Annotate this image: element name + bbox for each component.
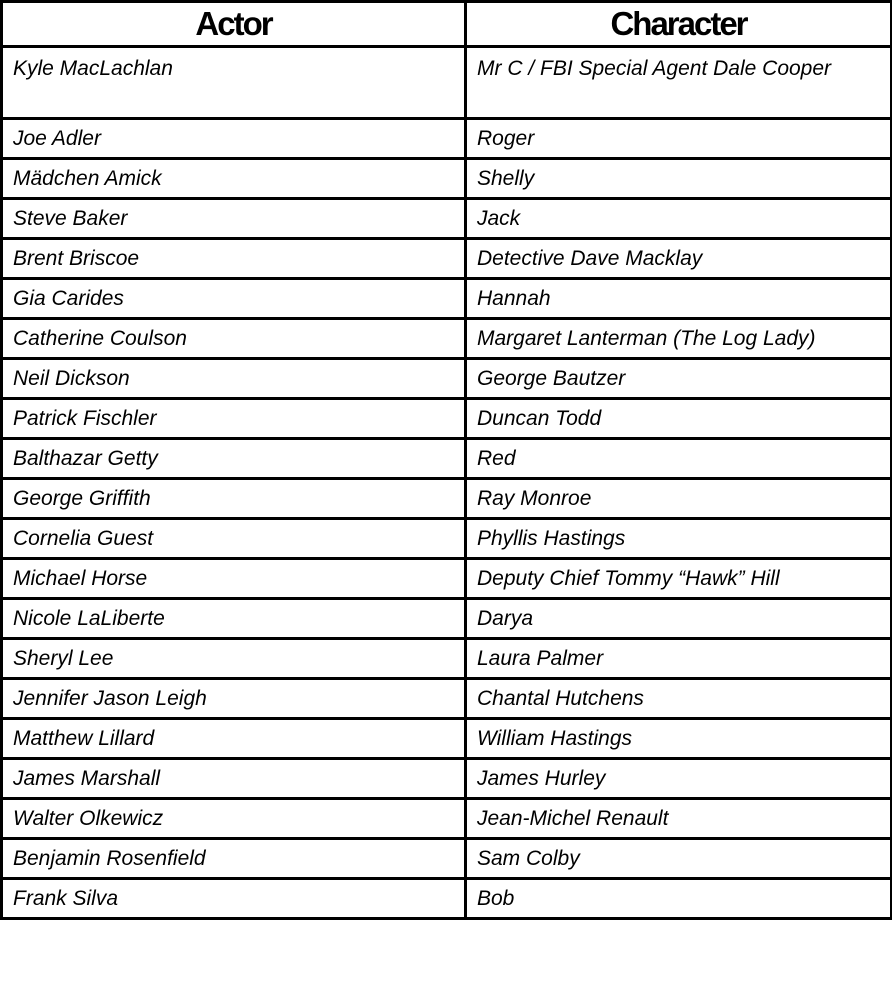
actor-cell: Balthazar Getty [2,439,466,479]
character-cell: Hannah [466,279,892,319]
actor-cell: Cornelia Guest [2,519,466,559]
character-cell: Duncan Todd [466,399,892,439]
table-row [2,879,892,919]
table-row [2,119,892,159]
table-row [2,399,892,439]
character-cell: Ray Monroe [466,479,892,519]
table-row [2,159,892,199]
character-cell: George Bautzer [466,359,892,399]
character-cell: James Hurley [466,759,892,799]
character-cell: Margaret Lanterman (The Log Lady) [466,319,892,359]
table-row [2,599,892,639]
actor-cell: Walter Olkewicz [2,799,466,839]
actor-cell: Catherine Coulson [2,319,466,359]
actor-cell: Patrick Fischler [2,399,466,439]
table-row [2,359,892,399]
actor-cell: Brent Briscoe [2,239,466,279]
table-row [2,759,892,799]
character-cell: Red [466,439,892,479]
character-cell: Roger [466,119,892,159]
character-cell: Deputy Chief Tommy “Hawk” Hill [466,559,892,599]
actor-cell: Joe Adler [2,119,466,159]
table-row [2,559,892,599]
character-cell: Detective Dave Macklay [466,239,892,279]
table-row [2,479,892,519]
table-row [2,47,892,119]
actor-cell: Steve Baker [2,199,466,239]
table-row [2,839,892,879]
character-cell: Shelly [466,159,892,199]
table-row [2,319,892,359]
actor-cell: Kyle MacLachlan [2,47,466,119]
character-cell: Laura Palmer [466,639,892,679]
character-cell: Darya [466,599,892,639]
actor-cell: Michael Horse [2,559,466,599]
character-cell: Chantal Hutchens [466,679,892,719]
character-cell: Jack [466,199,892,239]
character-cell: Mr C / FBI Special Agent Dale Cooper [466,47,892,119]
table-row [2,199,892,239]
table-row [2,439,892,479]
character-cell: Bob [466,879,892,919]
table-row [2,679,892,719]
header-row [2,2,892,47]
actor-cell: George Griffith [2,479,466,519]
table-row [2,799,892,839]
character-cell: Phyllis Hastings [466,519,892,559]
actor-cell: Jennifer Jason Leigh [2,679,466,719]
actor-cell: Gia Carides [2,279,466,319]
table-row [2,279,892,319]
actor-cell: Sheryl Lee [2,639,466,679]
actor-cell: Neil Dickson [2,359,466,399]
actor-column-header: Actor [2,2,466,47]
table-row [2,239,892,279]
table-row [2,519,892,559]
actor-cell: Nicole LaLiberte [2,599,466,639]
character-cell: William Hastings [466,719,892,759]
actor-cell: Matthew Lillard [2,719,466,759]
table-row [2,719,892,759]
actor-cell: Frank Silva [2,879,466,919]
character-column-header: Character [466,2,892,47]
table-row [2,639,892,679]
actor-cell: Benjamin Rosenfield [2,839,466,879]
actor-cell: James Marshall [2,759,466,799]
character-cell: Sam Colby [466,839,892,879]
character-cell: Jean-Michel Renault [466,799,892,839]
actor-cell: Mädchen Amick [2,159,466,199]
